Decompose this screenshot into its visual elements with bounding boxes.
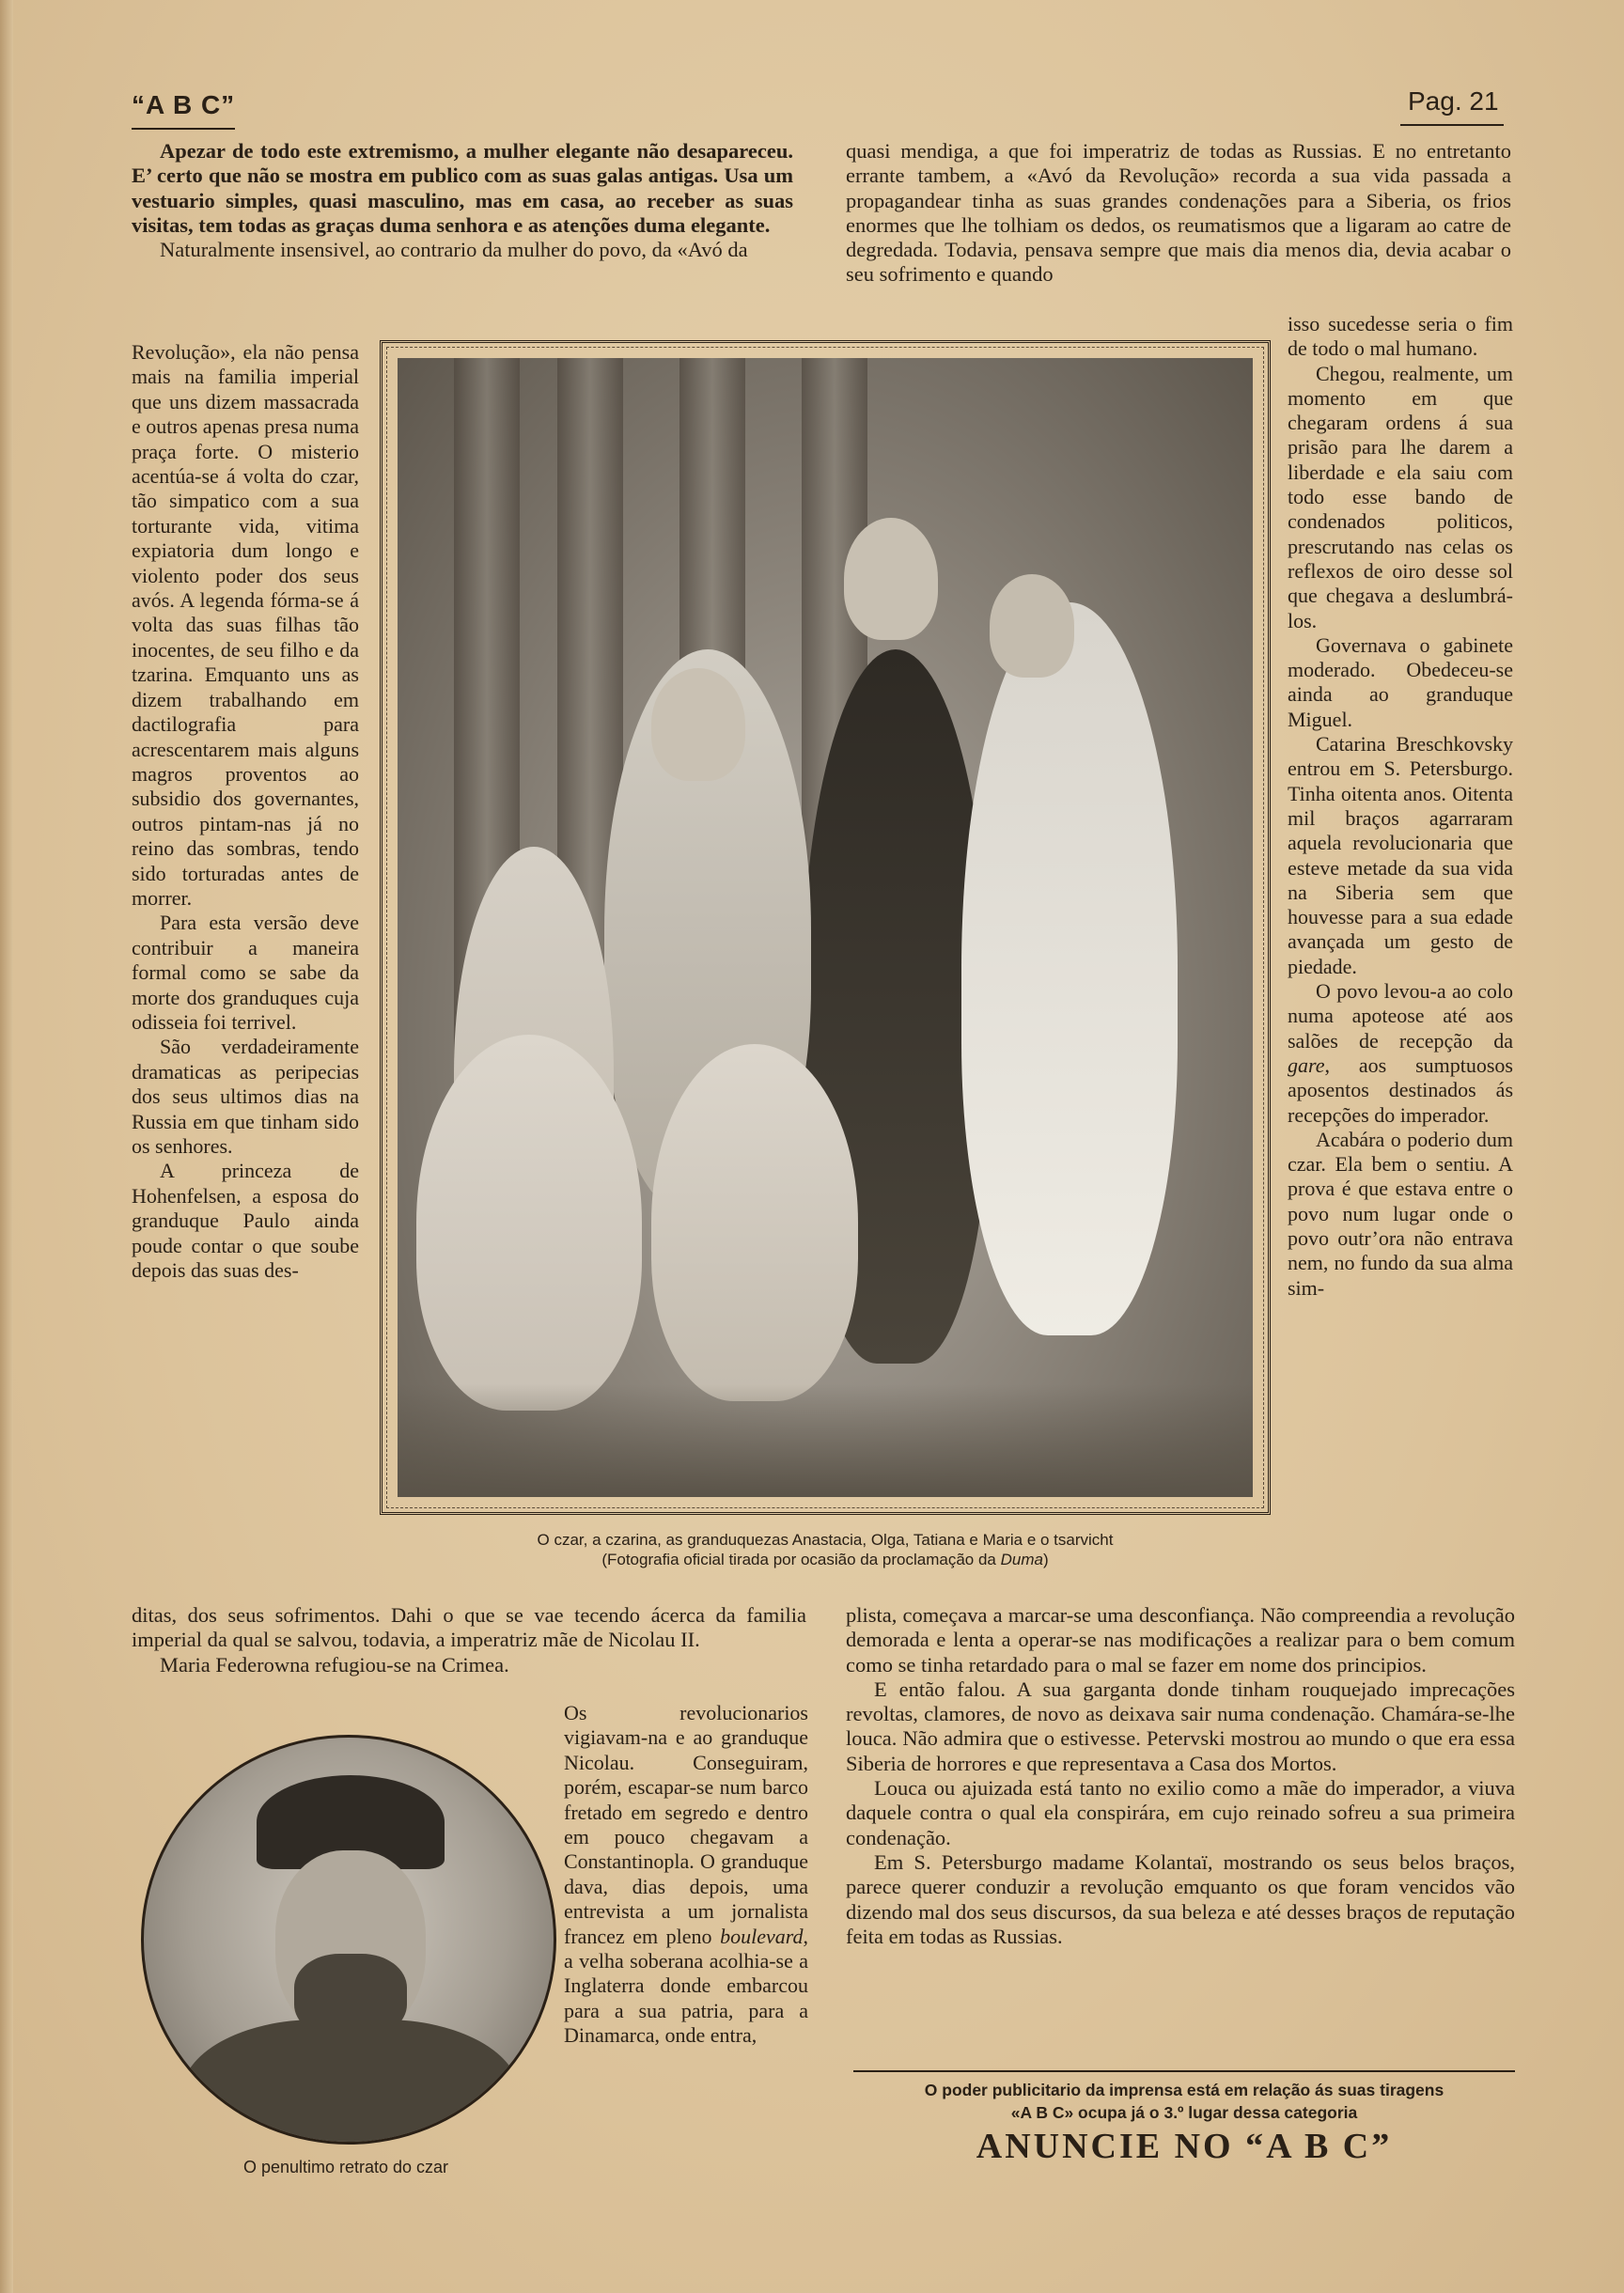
paragraph: Apezar de todo este extremismo, a mulher elegante não desapareceu. E’ certo que não se mostra em publico com as suas galas antigas. Usa um vestuario simples, quasi masculino, mas em casa, ao receber as suas visitas, tem todas as graças duma senhora e as atenções duma elegante. — [132, 139, 793, 237]
ad-headline: ANUNCIE NO “A B C” — [976, 2127, 1393, 2166]
photo-caption — [380, 1530, 1271, 1569]
paragraph: São verdadeiramente dramaticas as peripecias dos seus ultimos dias na Russia em que tinham sido os senhores. — [132, 1035, 359, 1158]
right-column-top — [846, 139, 1511, 288]
paragraph: Maria Federowna refugiou-se na Crimea. — [160, 1652, 509, 1677]
paragraph: Naturalmente insensivel, ao contrario da mulher do povo, da «Avó da — [160, 238, 748, 262]
left-column-top — [132, 139, 793, 262]
paragraph: Catarina Breschkovsky entrou em S. Petersburgo. Tinha oitenta anos. Oitenta mil braços agarraram aquela revolucionaria que esteve metade da sua vida na Siberia sem que houvesse para a sua edade avançada um gesto de piedade. — [1288, 732, 1513, 978]
magazine-title: “A B C” — [132, 90, 236, 119]
paragraph: plista, começava a marcar-se uma desconfiança. Não compreendia a revolução demorada e lenta a operar-se nas modificações a realizar para o bem comum como se tinha retardado para o mal se fazer em nome dos principios. — [846, 1603, 1515, 1677]
portrait-caption: O penultimo retrato do czar — [242, 2158, 449, 2176]
paragraph: O povo levou-a ao colo numa apoteose até aos salões de recepção da gare, aos sumptuosos aposentos destinados ás recepções do imperador. — [1288, 979, 1513, 1127]
header-rule-left — [132, 128, 235, 130]
paragraph: Para esta versão deve contribuir a maneira formal como se sabe da morte dos granduques cuja odisseia foi terrivel. — [132, 911, 359, 1034]
paragraph: Governava o gabinete moderado. Obedeceu-se ainda ao granduque Miguel. — [1288, 632, 1513, 731]
paragraph: Chegou, realmente, um momento em que chegaram ordens á sua prisão para lhe darem a liberdade e ela saiu com todo esse bando de condenados politicos, prescrutando nas celas os reflexos de oiro desse sol que chegava a deslumbrá-los. — [1288, 361, 1513, 632]
paragraph: Revolução», ela não pensa mais na familia imperial que uns dizem massacrada e outros apenas presa numa praça forte. O misterio acentúa-se á volta do czar, tão simpatico com a sua torturante vida, vitima expiatoria dum longo e violento poder dos seus avós. A legenda fórma-se á volta das suas filhas tão inocentes, de seu filho e da tzarina. Emquanto uns as dizem trabalhando em dactilografia para acrescentarem mais alguns magros proventos ao subsidio dos governantes, outros pintam-nas já no reino das sombras, tendo sido torturadas antes de morrer. — [132, 340, 359, 910]
right-column-narrow — [1288, 312, 1513, 1301]
paragraph: isso sucedesse seria o fim de todo o mal humano. — [1288, 312, 1513, 361]
paragraph: Os revolucionarios vigiavam-na e ao granduque Nicolau. Conseguiram, porém, escapar-se num barco fretado em segredo e dentro em pouco chegavam a Constantinopla. O granduque dava, dias depois, uma entrevista a um jornalista francez em pleno boulevard, a velha soberana acolhia-se a Inglaterra donde embarcou para a sua patria, para a Dinamarca, onde entra, — [564, 1701, 808, 2048]
photo-frame — [380, 340, 1271, 1515]
page-number: Pag. 21 — [1408, 86, 1499, 116]
ad-line1: O poder publicitario da imprensa está em relação ás suas tiragens — [924, 2081, 1444, 2099]
photo-caption-line2: (Fotografia oficial tirada por ocasião da proclamação da Duma) — [601, 1551, 1049, 1568]
family-photo — [398, 358, 1253, 1497]
photo-caption-line1: O czar, a czarina, as granduquezas Anastacia, Olga, Tatiana e Maria e o tsarvicht — [537, 1531, 1114, 1549]
left-column-bottom — [132, 1603, 806, 1677]
ad-rule — [853, 2070, 1515, 2072]
paragraph: E então falou. A sua garganta donde tinham rouquejado imprecações revoltas, clamores, de novo as deixava sair numa condenação. Chamára-se-lhe louca. Não admira que o estivesse. Petervski mostrou ao mundo o que era essa Siberia de horrores e que representava a Casa dos Mortos. — [846, 1677, 1515, 1775]
czar-portrait — [141, 1735, 556, 2145]
paragraph: Louca ou ajuizada está tanto no exilio como a mãe do imperador, a viuva daquele contra o qual ela conspirára, em cujo reinado sofreu a sua primeira condenação. — [846, 1776, 1515, 1849]
paragraph: quasi mendiga, a que foi imperatriz de todas as Russias. E no entretanto errante tambem, a «Avó da Revolução» recorda a sua vida passada a propagandear tinha as suas grandes condenações para a Siberia, os frios enormes que lhe tolhiam os dedos, os reumatismos que a ligaram ao catre de degredada. Todavia, pensava sempre que mais dia menos dia, devia acabar o seu sofrimento e quando — [846, 139, 1511, 287]
paragraph: Em S. Petersburgo madame Kolantaï, mostrando os seus belos braços, parece querer conduzir a revolução emquanto os que foram vencidos vão dizendo mal dos seus discursos, da sua beleza e até desses braços de reputação feita em todas as Russias. — [846, 1849, 1515, 1948]
ad-line2: «A B C» ocupa já o 3.º lugar dessa categoria — [1010, 2103, 1358, 2122]
middle-column-bottom — [564, 1701, 808, 2049]
paragraph: A princeza de Hohenfelsen, a esposa do granduque Paulo ainda poude contar o que soube depois das suas des- — [132, 1159, 359, 1283]
paragraph: Acabára o poderio dum czar. Ela bem o sentiu. A prova é que estava entre o povo num lugar onde o povo outr’ora não entrava nem, no fundo da sua alma sim- — [1288, 1127, 1513, 1300]
right-column-bottom — [846, 1603, 1515, 1949]
paragraph: ditas, dos seus sofrimentos. Dahi o que se vae tecendo ácerca da familia imperial da qual se salvou, todavia, a imperatriz mãe de Nicolau II. — [132, 1603, 806, 1652]
left-column-narrow — [132, 340, 359, 1283]
header-rule-right — [1400, 124, 1504, 126]
